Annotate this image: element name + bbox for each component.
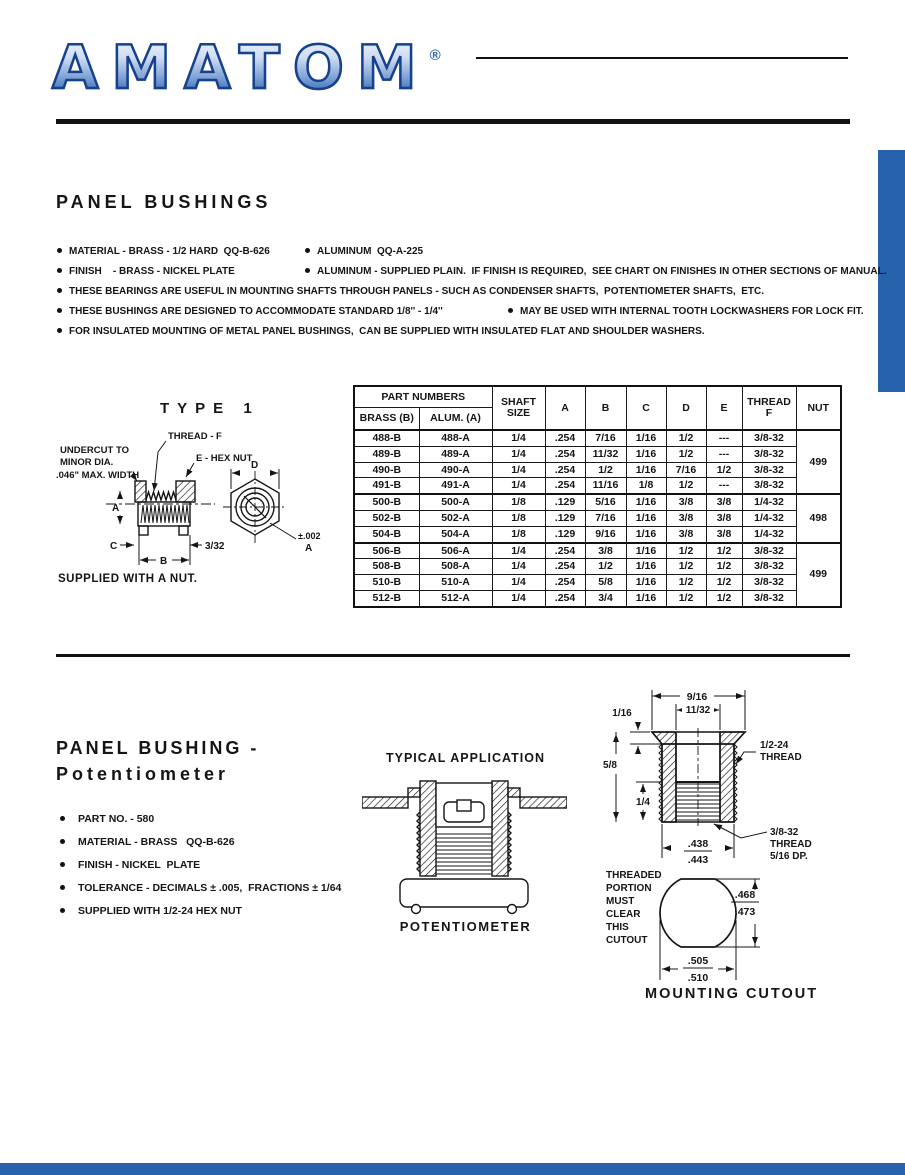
table-cell: 3/8-32: [742, 478, 796, 494]
bullet-icon: [60, 862, 65, 867]
col-nut: NUT: [796, 386, 841, 430]
table-cell: .254: [545, 430, 585, 446]
potentiometer-bullet-list: [60, 813, 341, 928]
dim-c-label: C: [110, 541, 118, 552]
table-cell: 1/4: [492, 462, 545, 478]
table-cell: 1/16: [626, 575, 666, 591]
table-cell: 1/2: [706, 462, 742, 478]
bullet-row: [60, 882, 341, 905]
table-row: [354, 478, 841, 494]
table-cell: 3/8-32: [742, 446, 796, 462]
table-cell: 510-A: [419, 575, 492, 591]
table-cell: 490-A: [419, 462, 492, 478]
table-cell: 1/4: [492, 543, 545, 559]
table-cell: 3/8-32: [742, 559, 796, 575]
dim-332-label: 3/32: [205, 541, 225, 552]
section-title-panel-bushings: PANEL BUSHINGS: [56, 192, 272, 212]
table-cell: 491-B: [354, 478, 419, 494]
dim-d-label: D: [251, 460, 259, 471]
bullet-text: FOR INSULATED MOUNTING OF METAL PANEL BUSHINGS, CAN BE SUPPLIED WITH INSULATED FLAT AND SHOULDER WASHERS.: [69, 326, 705, 337]
table-cell: 1/2: [706, 590, 742, 606]
bullet-icon: [57, 328, 62, 333]
bullet-row: [57, 326, 764, 346]
table-cell: 1/16: [626, 590, 666, 606]
bullet-text: THESE BEARINGS ARE USEFUL IN MOUNTING SHAFTS THROUGH PANELS - SUCH AS CONDENSER SHAFTS, POTENTIOMETER SHAFTS, ETC.: [69, 286, 765, 297]
table-cell: 512-B: [354, 590, 419, 606]
dim-outer-width: 9/16: [686, 691, 708, 703]
type1-note: SUPPLIED WITH A NUT.: [58, 573, 198, 585]
table-cell: ---: [706, 430, 742, 446]
bullet-icon: [305, 268, 310, 273]
bullet-icon: [57, 288, 62, 293]
table-cell: 3/8-32: [742, 430, 796, 446]
dim-a-label: A: [112, 503, 120, 514]
table-cell: .254: [545, 590, 585, 606]
bushing-cutaway-drawing: [598, 682, 905, 867]
table-row: [354, 494, 841, 510]
bullet-row-right: [305, 246, 423, 257]
col-brass: BRASS (B): [354, 408, 419, 431]
col-alum: ALUM. (A): [419, 408, 492, 431]
table-cell: 1/8: [492, 510, 545, 526]
table-cell: 3/8-32: [742, 543, 796, 559]
table-cell: 500-A: [419, 494, 492, 510]
brand-name: AMATOM: [52, 33, 430, 103]
table-cell: 508-B: [354, 559, 419, 575]
dim-bore-bottom: .443: [687, 854, 709, 866]
bottom-accent-bar: [0, 1163, 905, 1175]
mounting-cutout-drawing: [598, 862, 905, 1010]
bullet-row: [57, 306, 864, 326]
bullet-row: [60, 813, 341, 836]
table-cell: 489-A: [419, 446, 492, 462]
col-shaft-size: [492, 386, 545, 430]
dim-cutout-height-bottom: .473: [734, 906, 756, 918]
table-cell: 510-B: [354, 575, 419, 591]
cutout-note-line: PORTION: [606, 883, 652, 894]
bullet-icon: [60, 885, 65, 890]
bullet-icon: [57, 248, 62, 253]
table-cell: 489-B: [354, 446, 419, 462]
table-cell: 502-B: [354, 510, 419, 526]
bullet-row: [57, 246, 764, 266]
table-row: [354, 526, 841, 542]
section-title-line1: PANEL BUSHING -: [56, 738, 260, 758]
undercut-label: UNDERCUT TO: [60, 445, 129, 456]
table-cell: .254: [545, 575, 585, 591]
nut-cell: 499: [796, 430, 841, 494]
header-thin-rule: [476, 57, 848, 59]
table-cell: 1/16: [626, 430, 666, 446]
bullet-icon: [60, 839, 65, 844]
spec-table-header: [354, 386, 841, 430]
thread-label: THREAD - F: [168, 431, 222, 442]
bullet-row: [57, 286, 764, 306]
table-cell: 1/4: [492, 590, 545, 606]
table-row: [354, 559, 841, 575]
bullet-text: FINISH - BRASS - NICKEL PLATE: [69, 266, 235, 277]
typical-application-title: TYPICAL APPLICATION: [385, 751, 546, 765]
table-cell: .254: [545, 543, 585, 559]
mounting-cutout-caption: MOUNTING CUTOUT: [645, 986, 819, 1002]
dim-height: 5/8: [603, 760, 617, 771]
table-cell: 1/2: [706, 543, 742, 559]
table-cell: 1/2: [666, 590, 706, 606]
registered-mark-icon: ®: [429, 47, 441, 64]
bullet-text: PART NO. - 580: [78, 813, 155, 825]
table-cell: 1/4-32: [742, 494, 796, 510]
table-cell: .129: [545, 526, 585, 542]
table-cell: 1/16: [626, 526, 666, 542]
col-part-numbers: PART NUMBERS: [354, 386, 492, 408]
bullet-row-right: [508, 306, 864, 317]
bullet-icon: [57, 308, 62, 313]
col-e: E: [706, 386, 742, 430]
thread-bottom-label-2: THREAD: [770, 839, 812, 850]
table-cell: 1/16: [626, 446, 666, 462]
potentiometer-caption: POTENTIOMETER: [399, 919, 532, 934]
thread-top-label-1: 1/2-24: [760, 740, 789, 751]
table-cell: 3/8: [706, 526, 742, 542]
table-cell: 1/8: [626, 478, 666, 494]
bullet-icon: [305, 248, 310, 253]
table-cell: 504-B: [354, 526, 419, 542]
col-b: B: [585, 386, 626, 430]
table-cell: 1/4: [492, 575, 545, 591]
spec-table: [353, 385, 842, 608]
cutout-note-line: MUST: [606, 896, 635, 907]
col-c: C: [626, 386, 666, 430]
col-d: D: [666, 386, 706, 430]
table-cell: 9/16: [585, 526, 626, 542]
table-cell: .129: [545, 510, 585, 526]
table-cell: 3/8: [666, 494, 706, 510]
spec-table-body: [354, 430, 841, 607]
table-cell: 1/16: [626, 543, 666, 559]
cutout-note-line: CLEAR: [606, 909, 641, 920]
table-cell: ---: [706, 446, 742, 462]
table-cell: 5/16: [585, 494, 626, 510]
bullet-row-right: [305, 266, 886, 277]
table-cell: 1/4: [492, 478, 545, 494]
header-rule: [56, 119, 850, 124]
section-title-line2: Potentiometer: [56, 764, 230, 784]
table-cell: 1/2: [585, 462, 626, 478]
col-shaft-line1: SHAFT: [501, 395, 536, 408]
table-cell: 500-B: [354, 494, 419, 510]
table-cell: 1/2: [666, 446, 706, 462]
table-cell: 1/16: [626, 559, 666, 575]
bullet-text: MAY BE USED WITH INTERNAL TOOTH LOCKWASHERS FOR LOCK FIT.: [520, 306, 864, 317]
bullet-row: [60, 859, 341, 882]
section-title-potentiometer: [56, 735, 259, 787]
table-cell: 1/4-32: [742, 510, 796, 526]
bullet-text: ALUMINUM QQ-A-225: [317, 246, 424, 257]
table-cell: 1/2: [706, 575, 742, 591]
table-cell: .254: [545, 462, 585, 478]
tolerance-label: ±.002: [298, 531, 321, 541]
cutout-note-line: THIS: [606, 922, 629, 933]
bullet-text: ALUMINUM - SUPPLIED PLAIN. IF FINISH IS REQUIRED, SEE CHART ON FINISHES IN OTHER SECTIONS OF MANUAL.: [317, 266, 887, 277]
table-cell: 3/8-32: [742, 590, 796, 606]
brand-logo: [52, 33, 441, 103]
table-cell: .254: [545, 446, 585, 462]
bullet-icon: [60, 908, 65, 913]
undercut-label: .046" MAX. WIDTH: [56, 470, 140, 481]
bullet-text: MATERIAL - BRASS - 1/2 HARD QQ-B-626: [69, 246, 270, 257]
table-cell: 3/8-32: [742, 462, 796, 478]
bushing-body: [652, 728, 745, 826]
bullet-row: [57, 266, 887, 286]
table-cell: 7/16: [666, 462, 706, 478]
dim-cutout-width-top: .505: [687, 955, 709, 967]
table-cell: 502-A: [419, 510, 492, 526]
type1-title: TYPE 1: [160, 400, 260, 417]
cutout-note-line: CUTOUT: [606, 935, 648, 946]
table-cell: 11/16: [585, 478, 626, 494]
undercut-label: MINOR DIA.: [60, 457, 114, 468]
bullet-text: MATERIAL - BRASS QQ-B-626: [78, 836, 235, 848]
bullet-row: [60, 905, 341, 928]
table-cell: 11/32: [585, 446, 626, 462]
section-divider-rule: [56, 654, 850, 657]
table-row: [354, 462, 841, 478]
bullet-icon: [508, 308, 513, 313]
table-cell: ---: [706, 478, 742, 494]
table-cell: 1/4-32: [742, 526, 796, 542]
table-cell: 3/8: [585, 543, 626, 559]
table-cell: 504-A: [419, 526, 492, 542]
table-cell: 3/8: [666, 526, 706, 542]
table-cell: 7/16: [585, 430, 626, 446]
table-cell: .129: [545, 494, 585, 510]
table-row: [354, 446, 841, 462]
bullet-text: SUPPLIED WITH 1/2-24 HEX NUT: [78, 905, 242, 917]
col-shaft-line2: SIZE: [506, 407, 531, 419]
col-thread-f: [742, 386, 796, 430]
thread-top-label-2: THREAD: [760, 752, 802, 763]
table-cell: 1/2: [585, 559, 626, 575]
dim-inner-width: 11/32: [685, 705, 711, 716]
table-row: [354, 590, 841, 606]
table-cell: 1/4: [492, 446, 545, 462]
table-cell: 506-B: [354, 543, 419, 559]
thread-bottom-label-1: 3/8-32: [770, 827, 799, 838]
table-cell: 3/8-32: [742, 575, 796, 591]
typical-application-drawing: [362, 776, 567, 918]
hexnut-label: E - HEX NUT: [196, 453, 253, 464]
table-cell: 1/4: [492, 430, 545, 446]
application-bushing: [362, 781, 567, 914]
dim-b-label: B: [160, 556, 168, 567]
table-cell: 488-A: [419, 430, 492, 446]
table-cell: 7/16: [585, 510, 626, 526]
table-cell: 3/4: [585, 590, 626, 606]
table-cell: 1/2: [666, 575, 706, 591]
table-cell: 506-A: [419, 543, 492, 559]
bullet-icon: [60, 816, 65, 821]
table-row: [354, 430, 841, 446]
table-cell: .254: [545, 559, 585, 575]
table-cell: 1/8: [492, 494, 545, 510]
table-cell: 1/2: [706, 559, 742, 575]
nut-cell: 498: [796, 494, 841, 542]
table-row: [354, 510, 841, 526]
bushings-bullet-list: [57, 246, 887, 346]
col-thread-line1: THREAD: [747, 395, 791, 408]
table-cell: 1/8: [492, 526, 545, 542]
table-cell: 1/16: [626, 462, 666, 478]
table-cell: 1/2: [666, 478, 706, 494]
table-cell: 1/2: [666, 543, 706, 559]
thread-bottom-label-3: 5/16 DP.: [770, 851, 808, 862]
table-cell: 512-A: [419, 590, 492, 606]
table-cell: 491-A: [419, 478, 492, 494]
bullet-text: FINISH - NICKEL PLATE: [78, 859, 201, 871]
bullet-text: THESE BUSHINGS ARE DESIGNED TO ACCOMMODATE STANDARD 1/8'' - 1/4'': [69, 306, 443, 317]
col-a: A: [545, 386, 585, 430]
bullet-row: [60, 836, 341, 859]
table-cell: 490-B: [354, 462, 419, 478]
dim-thread-depth: 1/4: [636, 797, 650, 808]
table-row: [354, 575, 841, 591]
table-cell: 508-A: [419, 559, 492, 575]
table-cell: 3/8: [706, 510, 742, 526]
col-thread-line2: F: [765, 407, 773, 419]
dim-flange: 1/16: [612, 708, 632, 719]
table-cell: 1/16: [626, 494, 666, 510]
nut-cell: 499: [796, 543, 841, 607]
dim-bore-top: .438: [687, 838, 709, 850]
table-row: [354, 543, 841, 559]
table-cell: 5/8: [585, 575, 626, 591]
table-cell: 1/2: [666, 430, 706, 446]
table-cell: .254: [545, 478, 585, 494]
table-cell: 488-B: [354, 430, 419, 446]
type1-hex-view: [223, 469, 296, 543]
dim-cutout-height-top: .468: [734, 889, 756, 901]
table-cell: 1/16: [626, 510, 666, 526]
type1-drawing: [50, 395, 350, 600]
cutout-note-line: THREADED: [606, 870, 662, 881]
bullet-text: TOLERANCE - DECIMALS ± .005, FRACTIONS ± 1/64: [78, 882, 342, 894]
table-cell: 3/8: [706, 494, 742, 510]
table-cell: 1/2: [666, 559, 706, 575]
bullet-icon: [57, 268, 62, 273]
tolerance-ref-label: A: [305, 543, 313, 554]
dim-cutout-width-bottom: .510: [687, 972, 709, 984]
table-cell: 3/8: [666, 510, 706, 526]
table-cell: 1/4: [492, 559, 545, 575]
